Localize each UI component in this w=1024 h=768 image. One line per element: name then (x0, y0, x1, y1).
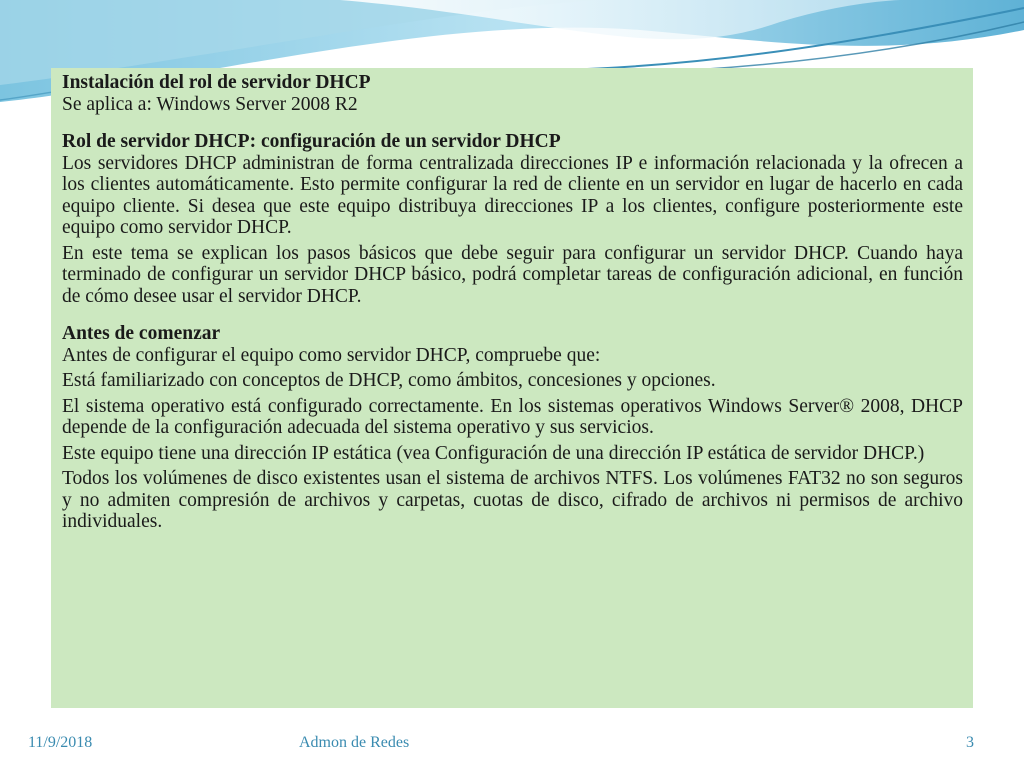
content-box (51, 68, 973, 708)
paragraph-before-start-intro: Antes de configurar el equipo como servidor DHCP, compruebe que: (62, 344, 601, 366)
slide-title: Instalación del rol de servidor DHCP (62, 72, 371, 93)
footer-date: 11/9/2018 (28, 734, 93, 751)
paragraph-dhcp-intro: Los servidores DHCP administran de forma centralizada direcciones IP e información relacionada y la ofrecen a los clientes automáticamente. Esto permite configurar la red de cliente en un servidor en lugar de hacerlo en cada equipo cliente. Si desea que este equipo distribuya direcciones IP a los clientes, configure posteriormente este equipo como servidor DHCP. (62, 152, 963, 238)
paragraph-dhcp-steps: En este tema se explican los pasos básicos que debe seguir para configurar un servidor DHCP. Cuando haya terminado de configurar un servidor DHCP básico, podrá completar tareas de configuración adicional, en función de cómo desee usar el servidor DHCP. (62, 242, 963, 307)
list-item-ntfs-volumes: Todos los volúmenes de disco existentes usan el sistema de archivos NTFS. Los volúmenes FAT32 no son seguros y no admiten compresión de archivos y carpetas, cuotas de disco, cifrado de archivos ni permisos de archivo individuales. (62, 468, 963, 532)
list-item-static-ip: Este equipo tiene una dirección IP estática (vea Configuración de una dirección IP estática de servidor DHCP.) (62, 442, 925, 464)
section-heading-dhcp-role: Rol de servidor DHCP: configuración de un servidor DHCP (62, 131, 561, 152)
list-item-os-configured: El sistema operativo está configurado correctamente. En los sistemas operativos Windows Server® 2008, DHCP depende de la configuración adecuada del sistema operativo y sus servicios. (62, 395, 963, 438)
list-item-familiar-concepts: Está familiarizado con conceptos de DHCP, como ámbitos, concesiones y opciones. (62, 370, 716, 391)
section-heading-before-start: Antes de comenzar (62, 323, 221, 344)
footer-title: Admon de Redes (299, 734, 410, 751)
applies-to-text: Se aplica a: Windows Server 2008 R2 (62, 93, 358, 115)
footer-page-number: 3 (966, 734, 974, 751)
